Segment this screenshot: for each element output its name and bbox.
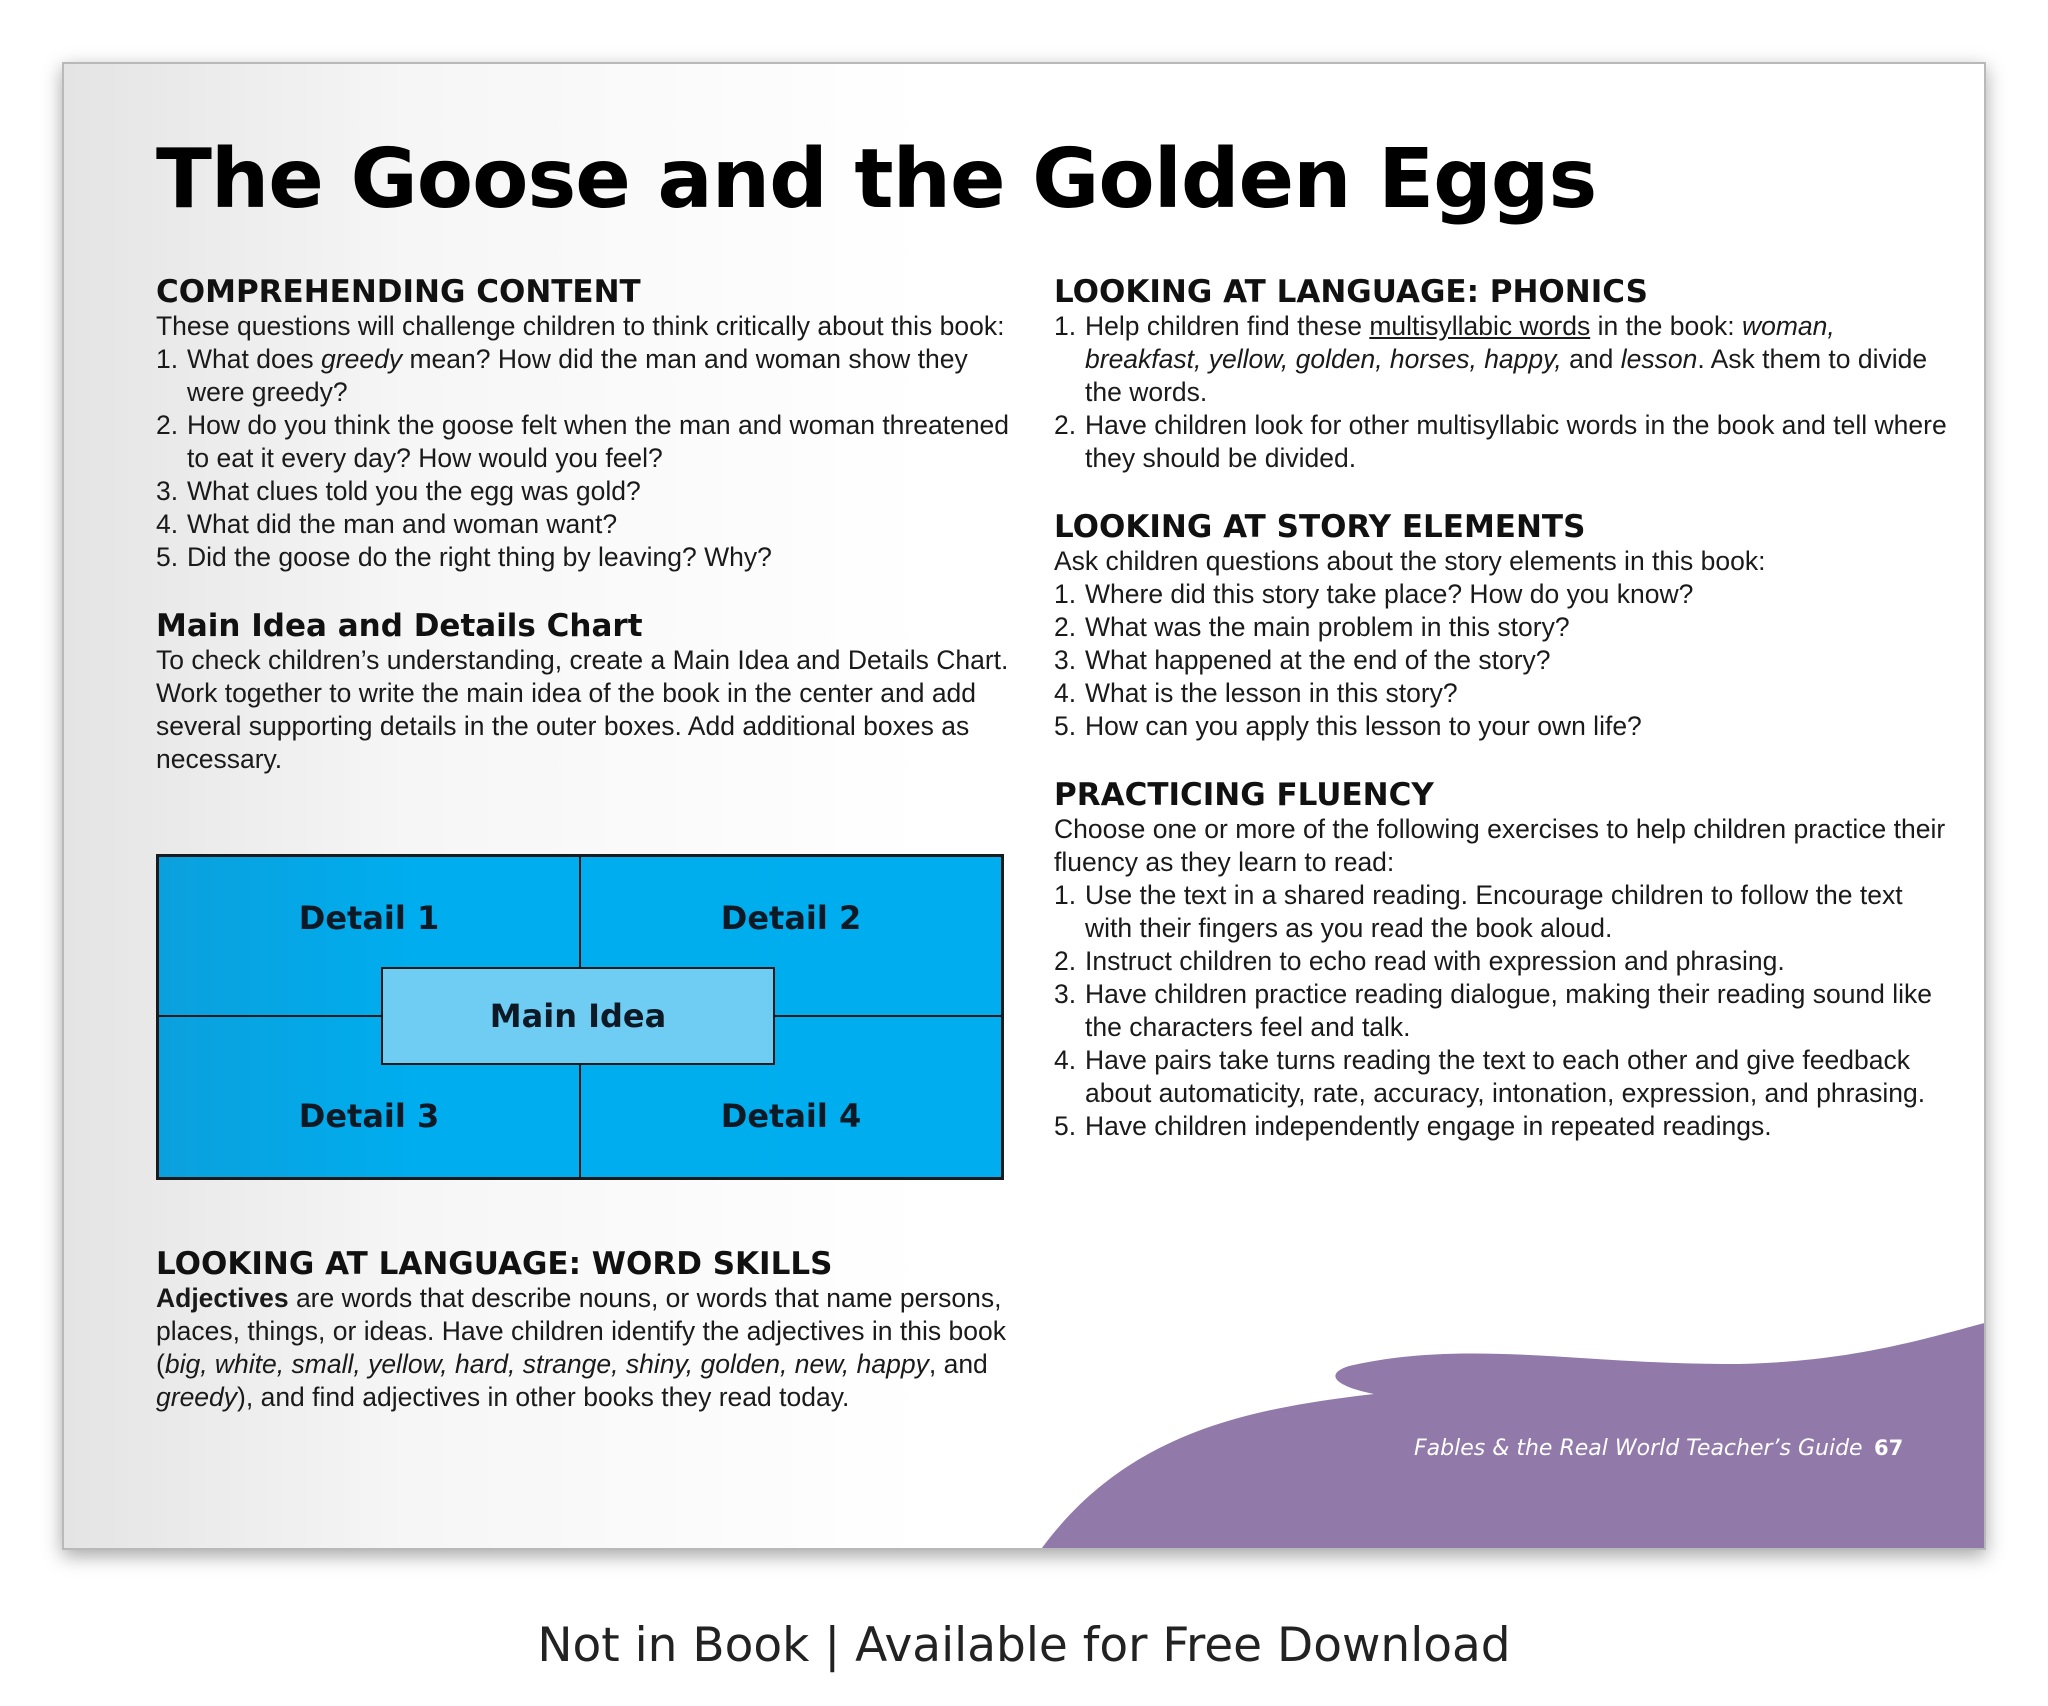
phonics-heading: LOOKING AT LANGUAGE: PHONICS xyxy=(1054,274,1648,310)
list-item: 5. How can you apply this lesson to your own life? xyxy=(1054,711,1642,741)
list-item: 2. What was the main problem in this story? xyxy=(1054,612,1570,642)
chart-detail-3: Detail 3 xyxy=(298,1097,440,1135)
list-item: 1. What does greedy mean? How did the man and woman show they were greedy? xyxy=(156,344,968,407)
page xyxy=(62,62,1986,1550)
list-item: 3. What clues told you the egg was gold? xyxy=(156,476,641,506)
list-item: 4. What did the man and woman want? xyxy=(156,509,618,539)
right-column xyxy=(1054,274,1954,1177)
story-heading: LOOKING AT STORY ELEMENTS xyxy=(1054,509,1586,545)
list-item: 5. Did the goose do the right thing by leaving? Why? xyxy=(156,542,772,572)
list-item: 3. Have children practice reading dialogue, making their reading sound like the characters feel and talk. xyxy=(1054,979,1933,1042)
phonics-list xyxy=(1054,310,1954,475)
list-item: 3. What happened at the end of the story? xyxy=(1054,645,1551,675)
main-idea-section xyxy=(156,608,1016,776)
fluency-list xyxy=(1054,879,1954,1143)
page-title: The Goose and the Golden Eggs xyxy=(156,132,1597,227)
comprehending-section xyxy=(156,274,1016,574)
phonics-section xyxy=(1054,274,1954,475)
list-item: 1. Where did this story take place? How do you know? xyxy=(1054,579,1694,609)
word-skills-heading: LOOKING AT LANGUAGE: WORD SKILLS xyxy=(156,1246,833,1282)
comprehending-intro: These questions will challenge children to think critically about this book: xyxy=(156,311,1005,341)
comprehending-list xyxy=(156,343,1016,574)
comprehending-heading: COMPREHENDING CONTENT xyxy=(156,274,641,310)
list-item: 4. What is the lesson in this story? xyxy=(1054,678,1458,708)
chart-detail-1: Detail 1 xyxy=(298,899,440,937)
list-item: 4. Have pairs take turns reading the text to each other and give feedback about automaticity, rate, accuracy, intonation, expression, and phrasing. xyxy=(1054,1045,1926,1108)
main-idea-heading: Main Idea and Details Chart xyxy=(156,608,643,644)
download-caption: Not in Book | Available for Free Download xyxy=(537,1618,1511,1673)
list-item: 2. How do you think the goose felt when the man and woman threatened to eat it every day? How would you feel? xyxy=(156,410,1010,473)
fluency-heading: PRACTICING FLUENCY xyxy=(1054,777,1434,813)
list-item: 2. Have children look for other multisyllabic words in the book and tell where they should be divided. xyxy=(1054,410,1947,473)
footer-page-number: 67 xyxy=(1874,1436,1904,1460)
list-item: 1. Use the text in a shared reading. Encourage children to follow the text with their fingers as you read the book aloud. xyxy=(1054,880,1903,943)
fluency-intro: Choose one or more of the following exercises to help children practice their fluency as they learn to read: xyxy=(1054,814,1946,877)
chart-main-idea: Main Idea xyxy=(381,967,775,1065)
story-section xyxy=(1054,509,1954,743)
word-skills-body: Adjectives are words that describe nouns, or words that name persons, places, things, or ideas. Have children identify the adjectives in this book (big, white, small, yellow, hard, strange, shiny, golden, new, happy, and greedy), and find adjectives in other books they read today. xyxy=(156,1283,1006,1412)
story-intro: Ask children questions about the story elements in this book: xyxy=(1054,546,1766,576)
list-item: 5. Have children independently engage in repeated readings. xyxy=(1054,1111,1772,1141)
list-item: 2. Instruct children to echo read with expression and phrasing. xyxy=(1054,946,1785,976)
chart-detail-4: Detail 4 xyxy=(720,1097,862,1135)
fluency-section xyxy=(1054,777,1954,1143)
left-column xyxy=(156,274,1016,810)
main-idea-chart xyxy=(156,854,1004,1180)
chart-detail-2: Detail 2 xyxy=(720,899,862,937)
main-idea-body: To check children’s understanding, create a Main Idea and Details Chart. Work together to write the main idea of the book in the center and add several supporting details in the outer boxes. Add additional boxes as necessary. xyxy=(156,645,1009,774)
footer-guide-title: Fables & the Real World Teacher’s Guide xyxy=(1414,1436,1863,1461)
list-item: 1. Help children find these multisyllabic words in the book: woman, breakfast, yellow, golden, horses, happy, and lesson. Ask them to divide the words. xyxy=(1054,311,1928,407)
word-skills-section xyxy=(156,1246,1036,1414)
story-list xyxy=(1054,578,1954,743)
